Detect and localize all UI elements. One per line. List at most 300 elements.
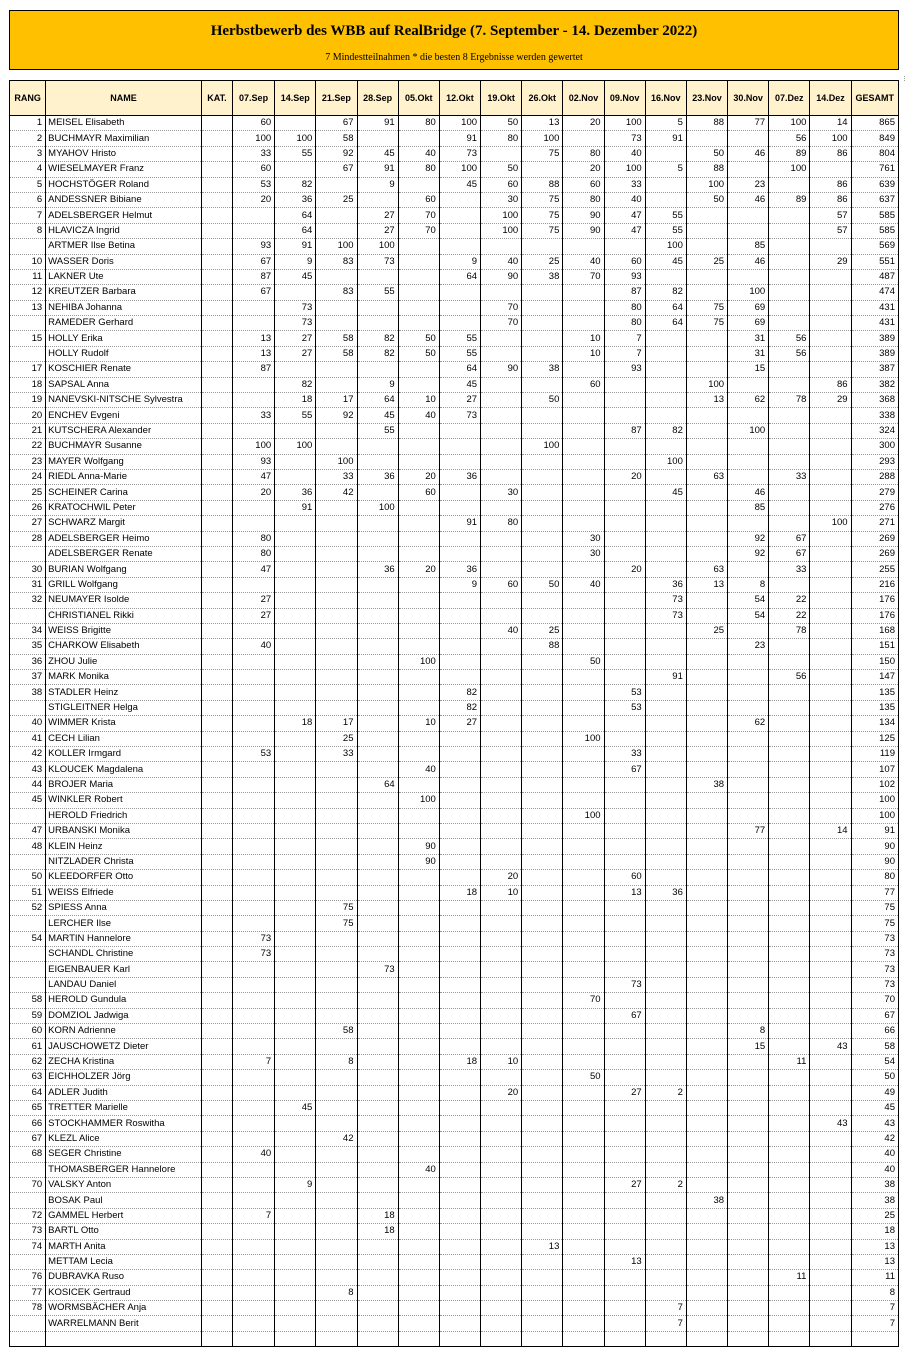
score-cell <box>522 731 563 746</box>
score-cell: 55 <box>645 208 686 223</box>
score-cell: 36 <box>275 485 316 500</box>
score-cell <box>728 1116 769 1131</box>
score-cell <box>398 608 439 623</box>
score-cell <box>316 377 357 392</box>
score-cell <box>563 1116 604 1131</box>
score-cell: 57 <box>810 223 851 238</box>
table-row <box>10 962 899 977</box>
score-cell: 82 <box>645 423 686 438</box>
rank-cell: 58 <box>10 993 46 1008</box>
score-cell <box>522 562 563 577</box>
score-cell <box>439 1070 480 1085</box>
category-cell <box>201 1285 232 1300</box>
score-cell <box>522 1270 563 1285</box>
score-cell <box>563 1285 604 1300</box>
score-cell <box>275 623 316 638</box>
score-cell <box>398 700 439 715</box>
score-cell <box>398 500 439 515</box>
score-cell: 60 <box>604 870 645 885</box>
score-cell <box>604 1070 645 1085</box>
score-cell: 38 <box>686 1193 727 1208</box>
score-cell <box>316 1070 357 1085</box>
table-row <box>10 1208 899 1223</box>
score-cell: 27 <box>232 593 274 608</box>
score-cell <box>439 1285 480 1300</box>
score-cell <box>357 485 398 500</box>
score-cell: 50 <box>481 116 522 131</box>
score-cell <box>522 854 563 869</box>
total-cell: 551 <box>851 254 898 269</box>
score-cell <box>522 1162 563 1177</box>
score-cell <box>686 685 727 700</box>
score-cell: 69 <box>728 316 769 331</box>
score-cell <box>810 716 851 731</box>
score-cell: 40 <box>481 623 522 638</box>
score-cell <box>810 562 851 577</box>
score-cell <box>232 223 274 238</box>
score-cell <box>686 1131 727 1146</box>
score-cell <box>275 1285 316 1300</box>
score-cell: 47 <box>604 208 645 223</box>
score-cell <box>275 608 316 623</box>
category-cell <box>201 608 232 623</box>
column-header: 05.Okt <box>398 81 439 116</box>
score-cell <box>769 1331 810 1346</box>
score-cell <box>316 1147 357 1162</box>
score-cell <box>769 223 810 238</box>
score-cell <box>398 300 439 315</box>
rank-cell: 52 <box>10 900 46 915</box>
score-cell: 73 <box>439 408 480 423</box>
score-cell <box>604 623 645 638</box>
table-row <box>10 900 899 915</box>
name-cell: KREUTZER Barbara <box>46 285 202 300</box>
score-cell: 91 <box>357 162 398 177</box>
rank-cell: 34 <box>10 623 46 638</box>
score-cell: 7 <box>232 1208 274 1223</box>
table-row <box>10 1270 899 1285</box>
score-cell <box>232 1285 274 1300</box>
score-cell <box>604 1270 645 1285</box>
score-cell <box>232 1270 274 1285</box>
score-cell: 60 <box>563 377 604 392</box>
category-cell <box>201 700 232 715</box>
score-cell <box>604 1131 645 1146</box>
score-cell <box>563 1208 604 1223</box>
score-cell: 90 <box>563 223 604 238</box>
score-cell <box>316 1177 357 1192</box>
category-cell <box>201 254 232 269</box>
name-cell: JAUSCHOWETZ Dieter <box>46 1039 202 1054</box>
score-cell: 82 <box>439 700 480 715</box>
score-cell <box>357 1254 398 1269</box>
score-cell <box>769 700 810 715</box>
score-cell <box>232 1101 274 1116</box>
score-cell <box>275 947 316 962</box>
score-cell <box>522 500 563 515</box>
rank-cell: 73 <box>10 1224 46 1239</box>
score-cell: 60 <box>398 192 439 207</box>
total-cell: 45 <box>851 1101 898 1116</box>
score-cell: 50 <box>522 393 563 408</box>
score-cell: 70 <box>563 269 604 284</box>
score-cell: 13 <box>686 393 727 408</box>
score-cell <box>398 254 439 269</box>
score-cell: 20 <box>604 469 645 484</box>
table-row <box>10 685 899 700</box>
score-cell <box>316 562 357 577</box>
score-cell <box>398 947 439 962</box>
score-cell <box>645 931 686 946</box>
rank-cell <box>10 700 46 715</box>
score-cell <box>275 1301 316 1316</box>
rank-cell: 22 <box>10 439 46 454</box>
total-cell: 8 <box>851 1285 898 1300</box>
score-cell <box>769 947 810 962</box>
score-cell <box>398 808 439 823</box>
score-cell: 36 <box>439 469 480 484</box>
score-cell <box>686 1147 727 1162</box>
column-header: 28.Sep <box>357 81 398 116</box>
score-cell <box>275 1070 316 1085</box>
rank-cell: 44 <box>10 777 46 792</box>
score-cell <box>481 947 522 962</box>
score-cell <box>769 1301 810 1316</box>
score-cell <box>769 208 810 223</box>
score-cell <box>563 454 604 469</box>
score-cell <box>686 593 727 608</box>
score-cell <box>686 762 727 777</box>
rank-cell: 40 <box>10 716 46 731</box>
score-cell <box>686 854 727 869</box>
score-cell: 25 <box>686 623 727 638</box>
score-cell <box>686 423 727 438</box>
table-row <box>10 1116 899 1131</box>
score-cell <box>316 654 357 669</box>
score-cell: 45 <box>645 485 686 500</box>
rank-cell: 12 <box>10 285 46 300</box>
score-cell: 82 <box>357 346 398 361</box>
score-cell: 80 <box>232 531 274 546</box>
score-cell: 100 <box>232 131 274 146</box>
score-cell <box>645 1239 686 1254</box>
score-cell <box>645 916 686 931</box>
rank-cell: 23 <box>10 454 46 469</box>
score-cell <box>398 916 439 931</box>
score-cell <box>316 177 357 192</box>
score-cell <box>481 1101 522 1116</box>
table-row <box>10 116 899 131</box>
score-cell <box>645 331 686 346</box>
score-cell <box>398 1039 439 1054</box>
score-cell <box>439 454 480 469</box>
score-cell <box>604 454 645 469</box>
score-cell <box>439 839 480 854</box>
column-header: 07.Sep <box>232 81 274 116</box>
total-cell: 67 <box>851 1008 898 1023</box>
score-cell: 33 <box>769 469 810 484</box>
score-cell <box>357 1162 398 1177</box>
rank-cell: 76 <box>10 1270 46 1285</box>
score-cell: 60 <box>398 485 439 500</box>
score-cell <box>563 885 604 900</box>
score-cell: 15 <box>728 362 769 377</box>
score-cell <box>439 593 480 608</box>
score-cell <box>316 931 357 946</box>
category-cell <box>201 1024 232 1039</box>
table-row <box>10 377 899 392</box>
score-cell <box>232 870 274 885</box>
score-cell: 100 <box>645 239 686 254</box>
table-row <box>10 516 899 531</box>
score-cell <box>439 916 480 931</box>
score-cell <box>604 993 645 1008</box>
score-cell: 36 <box>645 885 686 900</box>
score-cell <box>522 870 563 885</box>
score-cell <box>232 670 274 685</box>
score-cell <box>316 639 357 654</box>
score-cell: 91 <box>439 516 480 531</box>
score-cell: 55 <box>275 408 316 423</box>
score-cell <box>522 1224 563 1239</box>
score-cell <box>728 562 769 577</box>
score-cell <box>439 1208 480 1223</box>
score-cell <box>522 885 563 900</box>
score-cell <box>810 1301 851 1316</box>
score-cell <box>316 777 357 792</box>
score-cell <box>563 839 604 854</box>
score-cell <box>645 839 686 854</box>
name-cell: DOMZIOL Jadwiga <box>46 1008 202 1023</box>
score-cell <box>686 700 727 715</box>
score-cell: 100 <box>563 731 604 746</box>
header-row <box>10 81 899 116</box>
score-cell <box>481 1008 522 1023</box>
rank-cell: 48 <box>10 839 46 854</box>
total-cell: 585 <box>851 223 898 238</box>
rank-cell <box>10 1162 46 1177</box>
score-cell: 89 <box>769 192 810 207</box>
score-cell <box>275 885 316 900</box>
total-cell: 7 <box>851 1301 898 1316</box>
score-cell: 80 <box>398 162 439 177</box>
score-cell <box>810 1008 851 1023</box>
name-cell: KLOUCEK Magdalena <box>46 762 202 777</box>
score-cell: 53 <box>604 700 645 715</box>
score-cell: 13 <box>522 1239 563 1254</box>
score-cell <box>645 977 686 992</box>
score-cell <box>316 1008 357 1023</box>
rank-cell <box>10 239 46 254</box>
score-cell <box>398 439 439 454</box>
score-cell <box>439 762 480 777</box>
score-cell <box>316 546 357 561</box>
score-cell <box>686 900 727 915</box>
score-cell <box>604 531 645 546</box>
score-cell <box>645 516 686 531</box>
rank-cell: 42 <box>10 747 46 762</box>
score-cell: 13 <box>522 116 563 131</box>
score-cell: 92 <box>728 531 769 546</box>
score-cell: 67 <box>769 546 810 561</box>
score-cell: 27 <box>357 223 398 238</box>
total-cell: 107 <box>851 762 898 777</box>
score-cell: 91 <box>275 500 316 515</box>
score-cell <box>439 1239 480 1254</box>
column-header: 16.Nov <box>645 81 686 116</box>
score-cell: 50 <box>398 346 439 361</box>
score-cell <box>398 1147 439 1162</box>
score-cell <box>275 469 316 484</box>
name-cell: NANEVSKI-NITSCHE Sylvestra <box>46 393 202 408</box>
name-cell: SCHANDL Christine <box>46 947 202 962</box>
score-cell <box>481 1070 522 1085</box>
total-cell: 637 <box>851 192 898 207</box>
score-cell: 42 <box>316 1131 357 1146</box>
score-cell <box>604 1101 645 1116</box>
score-cell <box>439 439 480 454</box>
score-cell <box>398 1101 439 1116</box>
score-cell <box>728 1254 769 1269</box>
score-cell <box>728 269 769 284</box>
score-cell <box>604 1224 645 1239</box>
table-row <box>10 931 899 946</box>
rank-cell: 70 <box>10 1177 46 1192</box>
score-cell <box>316 1270 357 1285</box>
score-cell <box>357 993 398 1008</box>
score-cell: 100 <box>275 439 316 454</box>
score-cell <box>275 1147 316 1162</box>
score-cell <box>275 823 316 838</box>
rank-cell: 31 <box>10 577 46 592</box>
score-cell <box>522 823 563 838</box>
name-cell: RIEDL Anna-Marie <box>46 469 202 484</box>
score-cell <box>604 593 645 608</box>
score-cell <box>357 823 398 838</box>
score-cell: 45 <box>275 1101 316 1116</box>
category-cell <box>201 1239 232 1254</box>
score-cell <box>439 1085 480 1100</box>
score-cell <box>522 316 563 331</box>
score-cell <box>357 623 398 638</box>
score-cell <box>316 977 357 992</box>
score-cell <box>728 162 769 177</box>
score-cell <box>522 300 563 315</box>
score-cell <box>645 870 686 885</box>
score-cell <box>398 731 439 746</box>
score-cell <box>810 608 851 623</box>
category-cell <box>201 947 232 962</box>
score-cell: 13 <box>686 577 727 592</box>
score-cell: 100 <box>810 131 851 146</box>
score-cell: 56 <box>769 346 810 361</box>
score-cell <box>232 516 274 531</box>
rank-cell: 4 <box>10 162 46 177</box>
score-cell <box>645 346 686 361</box>
score-cell <box>398 870 439 885</box>
score-cell <box>439 931 480 946</box>
score-cell <box>481 562 522 577</box>
score-cell <box>769 423 810 438</box>
score-cell <box>398 1085 439 1100</box>
score-cell <box>439 623 480 638</box>
score-cell <box>645 1101 686 1116</box>
rank-cell: 66 <box>10 1116 46 1131</box>
category-cell <box>201 577 232 592</box>
rank-cell: 62 <box>10 1054 46 1069</box>
score-cell: 46 <box>728 254 769 269</box>
category-cell <box>201 654 232 669</box>
category-cell <box>201 670 232 685</box>
score-cell: 55 <box>439 346 480 361</box>
score-cell <box>232 1024 274 1039</box>
score-cell <box>275 116 316 131</box>
score-cell <box>275 531 316 546</box>
score-cell <box>439 670 480 685</box>
score-cell <box>481 500 522 515</box>
score-cell <box>563 593 604 608</box>
score-cell <box>686 1239 727 1254</box>
total-cell: 279 <box>851 485 898 500</box>
score-cell <box>275 1116 316 1131</box>
score-cell: 100 <box>728 285 769 300</box>
score-cell: 64 <box>439 269 480 284</box>
score-cell <box>645 377 686 392</box>
score-cell: 73 <box>604 977 645 992</box>
score-cell <box>563 316 604 331</box>
category-cell <box>201 1116 232 1131</box>
score-cell <box>357 1177 398 1192</box>
score-cell <box>398 900 439 915</box>
score-cell <box>769 1101 810 1116</box>
score-cell <box>563 285 604 300</box>
score-cell <box>563 916 604 931</box>
category-cell <box>201 239 232 254</box>
total-cell: 38 <box>851 1193 898 1208</box>
total-cell: 75 <box>851 900 898 915</box>
score-cell <box>481 393 522 408</box>
score-cell: 70 <box>481 316 522 331</box>
column-header: RANG <box>10 81 46 116</box>
total-cell: 151 <box>851 639 898 654</box>
score-cell: 82 <box>275 377 316 392</box>
total-cell: 269 <box>851 546 898 561</box>
score-cell: 25 <box>522 254 563 269</box>
score-cell <box>563 500 604 515</box>
score-cell <box>522 485 563 500</box>
total-cell: 90 <box>851 854 898 869</box>
score-cell <box>357 531 398 546</box>
score-cell <box>563 1301 604 1316</box>
score-cell <box>439 316 480 331</box>
score-cell: 30 <box>481 485 522 500</box>
score-cell <box>769 731 810 746</box>
total-cell: 389 <box>851 331 898 346</box>
rank-cell: 47 <box>10 823 46 838</box>
score-cell <box>481 685 522 700</box>
score-cell <box>645 1331 686 1346</box>
score-cell: 82 <box>645 285 686 300</box>
score-cell <box>275 900 316 915</box>
score-cell <box>769 977 810 992</box>
name-cell: EICHHOLZER Jörg <box>46 1070 202 1085</box>
table-row <box>10 854 899 869</box>
rank-cell: 10 <box>10 254 46 269</box>
score-cell: 67 <box>604 762 645 777</box>
table-row <box>10 146 899 161</box>
score-cell: 93 <box>604 269 645 284</box>
score-cell <box>769 1085 810 1100</box>
